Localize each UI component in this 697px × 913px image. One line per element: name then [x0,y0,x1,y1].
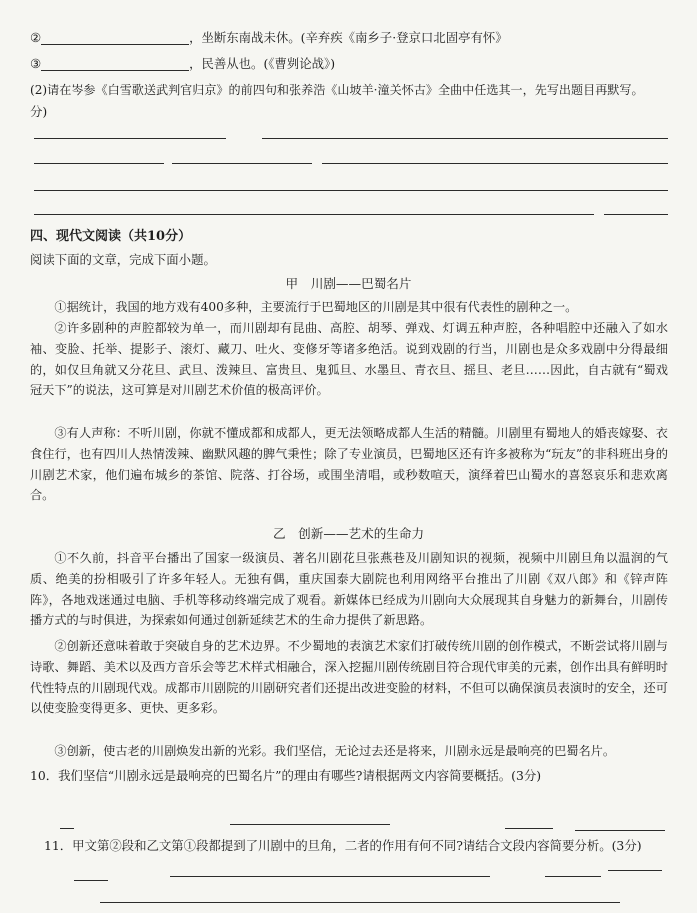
article-b-paragraph-3: ③创新，使古老的川剧焕发出新的光彩。我们坚信，无论过去还是将来，川剧永远是最响亮的巴蜀名片。 [54,744,616,758]
answer-line[interactable] [545,876,601,877]
question-2-text: (2)请在岑参《白雪歌送武判官归京》的前四句和张养浩《山坡羊·潼关怀古》全曲中任选其一，先写出题目再默写。 [30,83,644,97]
answer-blank[interactable] [41,57,189,71]
answer-line[interactable] [34,214,594,215]
article-b-paragraph-1: ①不久前，抖音平台播出了国家一级演员、著名川剧花旦张燕巷及川剧知识的视频，视频中川剧旦角以温润的气质、绝美的扮相吸引了许多年轻人。无独有偶，重庆国泰大剧院也利用网络平台推出了川剧《双八郎》和《锌声阵阵》，各地戏迷通过电脑、手机等移动终端完成了观看。新媒体已经成为川剧向大众展现其自身魅力的新舞台，川剧传播方式的与时俱进，为探索如何通过创新延续艺术的生命力提供了新思路。 [30,551,668,628]
answer-line[interactable] [322,163,668,164]
question-2-score: 分) [30,104,48,119]
fill-item-3-text: ，民善从也。(《曹刿论战》) [189,56,336,71]
fill-item-2-text: ，坐断东南战未休。(辛弃疾《南乡子·登京口北固亭有怀》 [189,30,508,45]
question-10: 10．我们坚信“川剧永远是最响亮的巴蜀名片”的理由有哪些?请根据两文内容简要概括。(3分) [30,768,542,783]
fill-item-3 [30,56,335,72]
answer-line[interactable] [34,190,668,191]
question-11: 11．甲文第②段和乙文第①段都提到了川剧中的旦角，二者的作用有何不同?请结合文段内容简要分析。(3分) [44,838,642,853]
fill-item-2 [30,30,508,46]
answer-line[interactable] [172,163,312,164]
answer-line[interactable] [100,902,620,903]
answer-line[interactable] [230,824,390,825]
answer-line[interactable] [34,138,226,139]
answer-line[interactable] [262,138,668,139]
answer-line[interactable] [170,876,490,877]
fill-item-2-number: ② [30,30,42,45]
article-b-title: 乙 创新——艺术的生命力 [272,526,425,541]
article-a-paragraph-3: ③有人声称：不听川剧，你就不懂成都和成都人，更无法领略成都人生活的精髓。川剧里有蜀地人的婚丧嫁娶、衣食住行，也有四川人热情泼辣、幽默风趣的脾气秉性；除了专业演员，巴蜀地区还有许多被称为“玩友”的非科班出身的川剧艺术家，他们遍布城乡的茶馆、院落、打谷场，或围坐清唱，或秒数喧天，演绎着巴山蜀水的喜怒哀乐和悲欢离合。 [30,426,668,503]
answer-line[interactable] [505,828,553,829]
answer-line[interactable] [608,870,662,871]
article-a-paragraph-1: ①据统计，我国的地方戏有400多种，主要流行于巴蜀地区的川剧是其中很有代表性的剧种之一。 [54,300,578,314]
answer-line[interactable] [34,163,164,164]
article-b-paragraph-2: ②创新还意味着敢于突破自身的艺术边界。不少蜀地的表演艺术家们打破传统川剧的创作模式，不断尝试将川剧与诗歌、舞蹈、美术以及西方音乐会等艺术样式相融合，深入挖掘川剧传统剧目符合现代审美的元素，创作出具有鲜明时代性特点的川剧现代戏。成都市川剧院的川剧研究者们还提出改进变脸的材料，不但可以确保演员表演时的安全，还可以使变脸变得更多、更快、更多彩。 [30,639,668,716]
answer-line[interactable] [575,830,665,831]
answer-line[interactable] [604,214,668,215]
section-4-heading: 四、现代文阅读（共10分） [30,229,192,244]
answer-line[interactable] [60,828,74,829]
fill-item-3-number: ③ [30,56,42,71]
article-a-title: 甲 川剧——巴蜀名片 [285,276,412,291]
article-a-paragraph-2: ②许多剧种的声腔都较为单一，而川剧却有昆曲、高腔、胡琴、弹戏、灯调五种声腔，各种唱腔中还融入了如水袖、变脸、托举、提影子、滚灯、藏刀、吐火、变修牙等诸多绝活。说到戏剧的行当，川剧也是众多戏剧中分得最细的，如仅旦角就又分花旦、武旦、泼辣旦、富贵旦、鬼狐旦、水墨旦、青衣旦、摇旦、老旦……因此，自古就有“蜀戏冠天下”的说法，这可算是对川剧艺术价值的极高评价。 [30,321,668,398]
section-4-instruction: 阅读下面的文章，完成下面小题。 [30,252,216,267]
answer-blank[interactable] [41,31,189,45]
answer-line[interactable] [74,880,108,881]
